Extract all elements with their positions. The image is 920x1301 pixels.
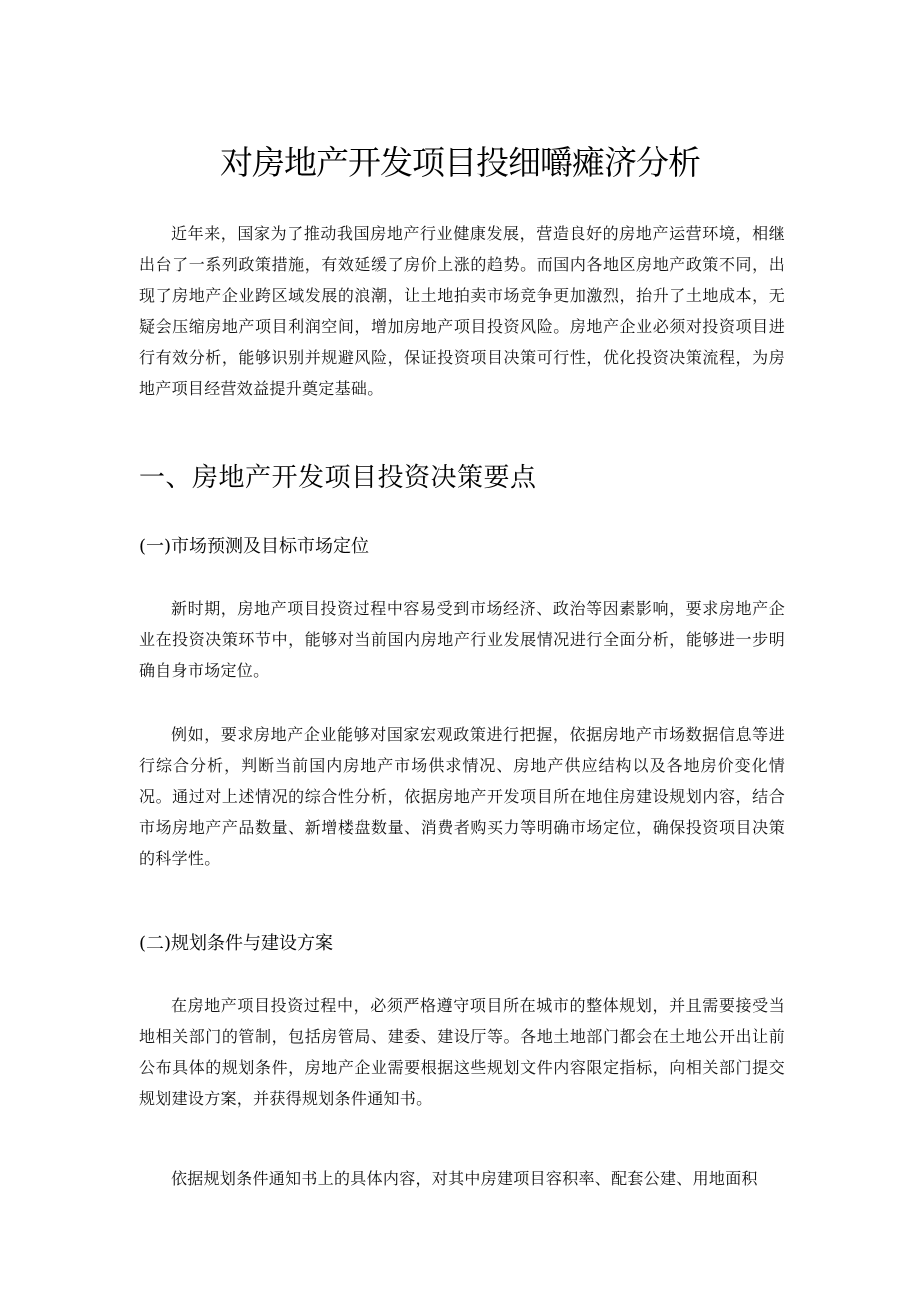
paragraph-planning-2: 依据规划条件通知书上的具体内容，对其中房建项目容积率、配套公建、用地面积 xyxy=(171,1169,758,1188)
paragraph-market-1: 新时期，房地产项目投资过程中容易受到市场经济、政治等因素影响，要求房地产企业在投资决策环节中，能够对当前国内房地产行业发展情况进行全面分析，能够进一步明确自身市场定位。 xyxy=(139,599,785,680)
subsection-heading-planning: (二)规划条件与建设方案 xyxy=(139,933,334,954)
subsection-heading-market: (一)市场预测及目标市场定位 xyxy=(139,536,370,557)
document-title: 对房地产开发项目投细嚼瘫济分析 xyxy=(220,143,700,182)
section-heading: 一、房地产开发项目投资决策要点 xyxy=(139,463,537,493)
intro-paragraph: 近年来，国家为了推动我国房地产行业健康发展，营造良好的房地产运营环境，相继出台了一系列政策措施，有效延缓了房价上涨的趋势。而国内各地区房地产政策不同，出现了房地产企业跨区域发展的浪潮，让土地拍卖市场竞争更加激烈，抬升了土地成本，无疑会压缩房地产项目利润空间，增加房地产项目投资风险。房地产企业必须对投资项目进行有效分析，能够识别并规避风险，保证投资项目决策可行性，优化投资决策流程，为房地产项目经营效益提升奠定基础。 xyxy=(139,224,785,398)
paragraph-market-2: 例如，要求房地产企业能够对国家宏观政策进行把握，依据房地产市场数据信息等进行综合分析，判断当前国内房地产市场供求情况、房地产供应结构以及各地房价变化情况。通过对上述情况的综合性分析，依据房地产开发项目所在地住房建设规划内容，结合市场房地产产品数量、新增楼盘数量、消费者购买力等明确市场定位，确保投资项目决策的科学性。 xyxy=(139,725,785,868)
paragraph-planning-1: 在房地产项目投资过程中，必须严格遵守项目所在城市的整体规划，并且需要接受当地相关部门的管制，包括房管局、建委、建设厅等。各地土地部门都会在土地公开出让前公布具体的规划条件，房地产企业需要根据这些规划文件内容限定指标，向相关部门提交规划建设方案，并获得规划条件通知书。 xyxy=(139,996,785,1108)
